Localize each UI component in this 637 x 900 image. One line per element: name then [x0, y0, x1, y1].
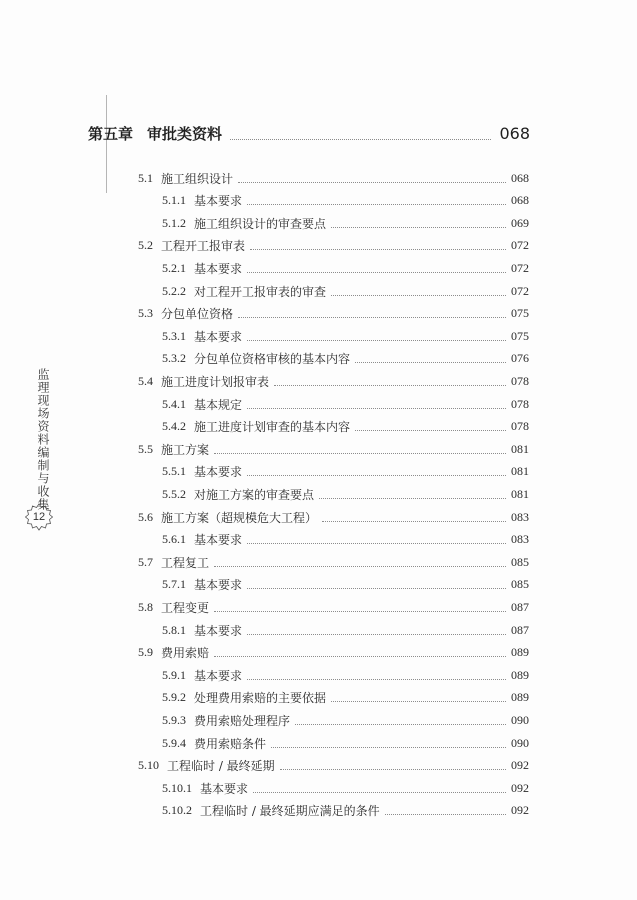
toc-entry-page: 078: [511, 419, 529, 434]
chapter-heading[interactable]: [88, 120, 530, 146]
toc-entry-number: 5.9.3: [162, 712, 186, 727]
toc-entry-number: 5.5: [138, 441, 153, 456]
toc-entry-page: 072: [511, 283, 529, 298]
toc-entry[interactable]: [162, 393, 529, 415]
toc-entry-title: 基本要求: [194, 329, 243, 344]
toc-entry[interactable]: [138, 551, 529, 573]
toc-entry[interactable]: [138, 596, 529, 618]
toc-entry[interactable]: [138, 167, 529, 189]
toc-entry[interactable]: [162, 732, 529, 754]
toc-entry-title: 基本要求: [194, 261, 243, 276]
side-book-title: 监理现场资料编制与收集: [36, 368, 50, 511]
toc-entry-title: 工程临时 / 最终延期应满足的条件: [200, 804, 380, 819]
toc-entry-title: 基本要求: [194, 578, 243, 593]
toc-entry-title: 基本要求: [194, 623, 243, 638]
chapter-page-number: 068: [499, 123, 530, 143]
toc-entry[interactable]: [138, 506, 529, 528]
toc-entry-title: 基本要求: [194, 465, 243, 480]
toc-entry[interactable]: [162, 257, 529, 279]
toc-entry-page: 078: [511, 373, 529, 388]
dot-leader: [214, 603, 506, 612]
dot-leader: [355, 422, 506, 431]
toc-entry-title: 工程变更: [161, 600, 210, 615]
toc-entry-page: 092: [511, 780, 529, 795]
toc-entry-title: 施工进度计划报审表: [161, 374, 270, 389]
toc-entry[interactable]: [162, 280, 529, 302]
toc-entry-number: 5.9: [138, 645, 153, 660]
dot-leader: [331, 287, 506, 296]
toc-entry[interactable]: [138, 438, 529, 460]
toc-entry-number: 5.10.1: [162, 780, 192, 795]
toc-entry[interactable]: [162, 709, 529, 731]
toc-entry-number: 5.10.2: [162, 803, 192, 818]
toc-entry-title: 基本要求: [194, 194, 243, 209]
toc-entry-number: 5.1.2: [162, 215, 186, 230]
toc-entry-page: 068: [511, 193, 529, 208]
toc-entry-page: 069: [511, 215, 529, 230]
toc-entry-page: 075: [511, 328, 529, 343]
toc-entry[interactable]: [162, 777, 529, 799]
dot-leader: [295, 716, 506, 725]
dot-leader: [230, 127, 491, 140]
toc-entry-title: 施工组织设计: [161, 171, 234, 186]
toc-entry-number: 5.8.1: [162, 622, 186, 637]
toc-entry-number: 5.4: [138, 373, 153, 388]
dot-leader: [280, 761, 506, 770]
dot-leader: [253, 784, 506, 793]
toc-entry-page: 085: [511, 554, 529, 569]
toc-entry-title: 分包单位资格审核的基本内容: [194, 352, 351, 367]
toc-entry-title: 基本规定: [194, 397, 243, 412]
chapter-number: 第五章: [88, 124, 134, 143]
toc-entry-title: 工程临时 / 最终延期: [167, 759, 275, 774]
toc-entry[interactable]: [162, 483, 529, 505]
toc-entry-page: 083: [511, 509, 529, 524]
toc-entry[interactable]: [162, 619, 529, 641]
dot-leader: [319, 490, 506, 499]
dot-leader: [214, 558, 506, 567]
toc-entry-title: 基本要求: [194, 533, 243, 548]
toc-entry[interactable]: [162, 325, 529, 347]
toc-entry-number: 5.4.2: [162, 419, 186, 434]
toc-entry-title: 工程复工: [161, 555, 210, 570]
toc-entry-number: 5.1.1: [162, 193, 186, 208]
toc-entry-title: 费用索赔处理程序: [194, 713, 291, 728]
toc-entry-number: 5.4.1: [162, 396, 186, 411]
toc-entry-title: 施工方案（超规模危大工程）: [161, 510, 318, 525]
toc-entry-title: 工程开工报审表: [161, 239, 246, 254]
dot-leader: [247, 196, 506, 205]
toc-entry-number: 5.3.1: [162, 328, 186, 343]
toc-entry[interactable]: [162, 574, 529, 596]
toc-entry-page: 090: [511, 735, 529, 750]
toc-entry-title: 施工组织设计的审查要点: [194, 216, 327, 231]
toc-entry-number: 5.1: [138, 170, 153, 185]
chapter-title: 审批类资料: [147, 124, 223, 143]
toc-entry-number: 5.6: [138, 509, 153, 524]
dot-leader: [247, 626, 506, 635]
toc-entry-title: 分包单位资格: [161, 307, 234, 322]
toc-entry-title: 施工进度计划审查的基本内容: [194, 420, 351, 435]
toc-entry-title: 基本要求: [194, 668, 243, 683]
toc-entry[interactable]: [138, 235, 529, 257]
toc-entry-number: 5.5.2: [162, 486, 186, 501]
toc-entry-number: 5.7.1: [162, 577, 186, 592]
toc-entry[interactable]: [162, 212, 529, 234]
toc-entry-page: 072: [511, 260, 529, 275]
dot-leader: [385, 806, 506, 815]
dot-leader: [247, 400, 506, 409]
toc-entry-page: 087: [511, 622, 529, 637]
toc-entry-page: 076: [511, 351, 529, 366]
toc-entry-title: 对工程开工报审表的审查: [194, 284, 327, 299]
dot-leader: [250, 241, 506, 250]
dot-leader: [247, 580, 506, 589]
toc-entry[interactable]: [138, 370, 529, 392]
toc-entry-number: 5.9.4: [162, 735, 186, 750]
toc-entry-title: 费用索赔: [161, 646, 210, 661]
toc-entry-title: 费用索赔条件: [194, 736, 267, 751]
toc-entry-page: 068: [511, 170, 529, 185]
toc-entry-number: 5.10: [138, 758, 159, 773]
dot-leader: [238, 174, 506, 183]
dot-leader: [238, 309, 506, 318]
toc-entry[interactable]: [138, 755, 529, 777]
dot-leader: [247, 535, 506, 544]
toc-entry[interactable]: [138, 642, 529, 664]
toc-entry-number: 5.5.1: [162, 464, 186, 479]
dot-leader: [247, 467, 506, 476]
toc-entry-page: 089: [511, 667, 529, 682]
dot-leader: [322, 513, 506, 522]
toc-entry-title: 对施工方案的审查要点: [194, 487, 315, 502]
toc-entry-number: 5.3: [138, 306, 153, 321]
toc-entry-page: 085: [511, 577, 529, 592]
toc-entry[interactable]: [162, 461, 529, 483]
dot-leader: [214, 648, 506, 657]
toc-entry-number: 5.8: [138, 599, 153, 614]
toc-entry-page: 087: [511, 599, 529, 614]
toc-entry-page: 092: [511, 803, 529, 818]
toc-entry-page: 081: [511, 464, 529, 479]
dot-leader: [331, 693, 506, 702]
dot-leader: [271, 739, 506, 748]
toc-entry[interactable]: [162, 664, 529, 686]
toc-entry-number: 5.9.1: [162, 667, 186, 682]
toc-entry[interactable]: [162, 348, 529, 370]
page-number: 12: [32, 511, 46, 523]
toc-entry[interactable]: [162, 416, 529, 438]
toc-entry[interactable]: [162, 687, 529, 709]
toc-entry-page: 090: [511, 712, 529, 727]
toc-entry-title: 施工方案: [161, 442, 210, 457]
toc-entry-page: 075: [511, 306, 529, 321]
toc-entry[interactable]: [162, 190, 529, 212]
toc-entry-number: 5.3.2: [162, 351, 186, 366]
toc-entry-number: 5.2.2: [162, 283, 186, 298]
toc-entry-number: 5.2: [138, 238, 153, 253]
toc-entry-page: 089: [511, 690, 529, 705]
toc-entry-page: 078: [511, 396, 529, 411]
toc-entry-number: 5.9.2: [162, 690, 186, 705]
toc-entry-title: 基本要求: [200, 781, 249, 796]
dot-leader: [214, 445, 506, 454]
dot-leader: [274, 377, 506, 386]
toc-entry-page: 089: [511, 645, 529, 660]
toc-entry-page: 072: [511, 238, 529, 253]
dot-leader: [331, 219, 506, 228]
toc-entry[interactable]: [138, 303, 529, 325]
dot-leader: [247, 332, 506, 341]
toc-entry[interactable]: [162, 800, 529, 822]
toc-entry-page: 083: [511, 532, 529, 547]
toc-entry-number: 5.7: [138, 554, 153, 569]
toc-entry-page: 081: [511, 441, 529, 456]
toc-entry-number: 5.2.1: [162, 260, 186, 275]
toc-entry-page: 081: [511, 486, 529, 501]
toc-entry-number: 5.6.1: [162, 532, 186, 547]
toc-entry-page: 092: [511, 758, 529, 773]
toc-entry[interactable]: [162, 529, 529, 551]
dot-leader: [355, 354, 506, 363]
dot-leader: [247, 671, 506, 680]
toc-entry-title: 处理费用索赔的主要依据: [194, 691, 327, 706]
dot-leader: [247, 264, 506, 273]
